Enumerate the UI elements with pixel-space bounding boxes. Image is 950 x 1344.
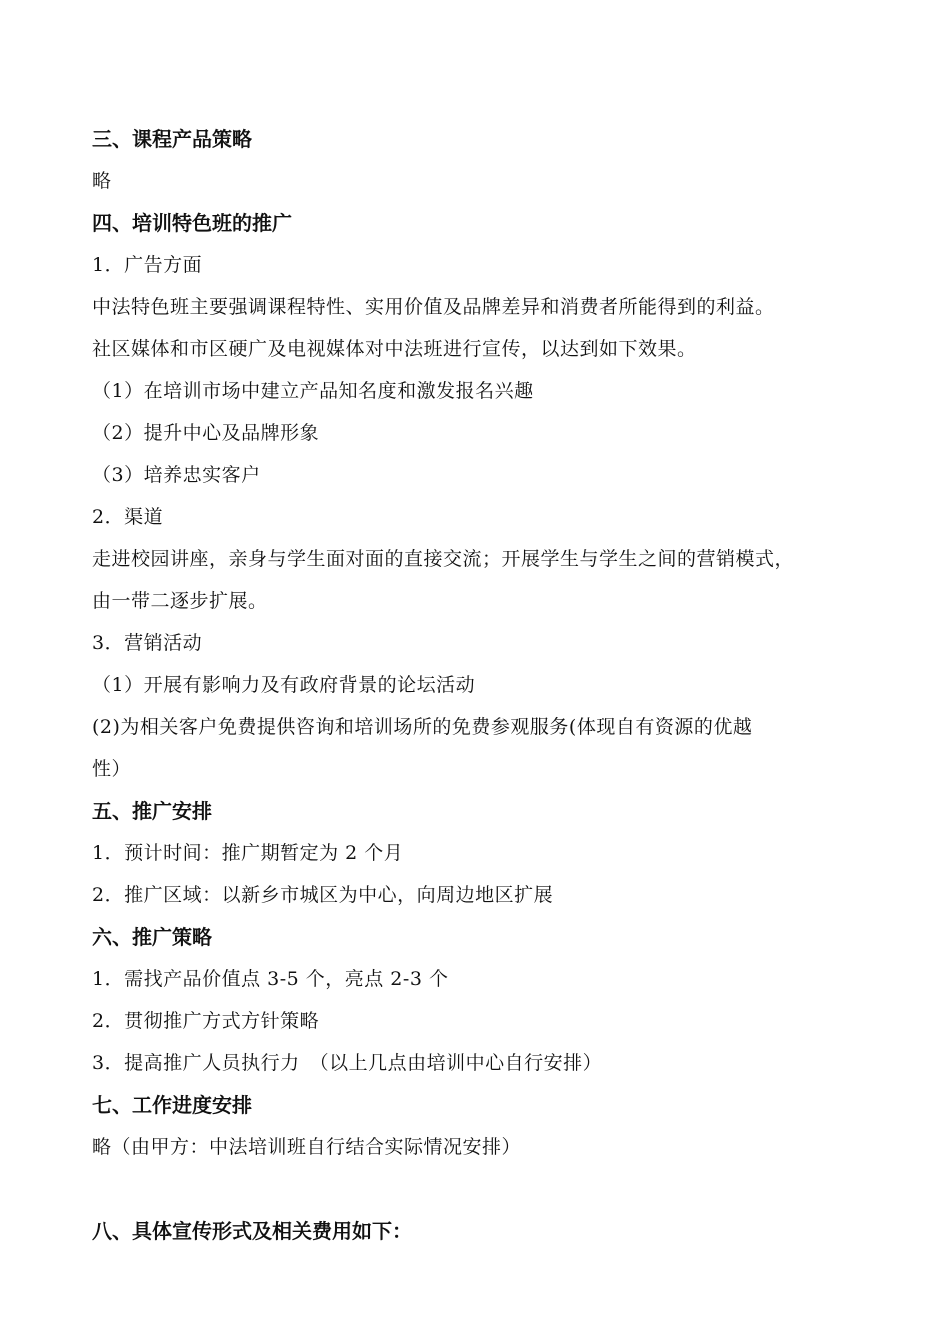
- document-page: [92, 118, 882, 1252]
- section-6-item-2: 2．贯彻推广方式方针策略: [92, 1010, 320, 1032]
- section-5-item-1: 1．预计时间：推广期暂定为 2 个月: [92, 842, 404, 864]
- section-4-2-title: 2．渠道: [92, 506, 164, 528]
- section-6-heading: 六、推广策略: [92, 925, 212, 949]
- section-4-1-item-1: （1）在培训市场中建立产品知名度和激发报名兴趣: [92, 380, 534, 402]
- section-4-2-paragraph-line-2: 由一带二逐步扩展。: [92, 590, 268, 612]
- section-4-3-item-2-line-1: (2)为相关客户免费提供咨询和培训场所的免费参观服务(体现自有资源的优越: [92, 716, 753, 738]
- section-4-1-item-3: （3）培养忠实客户: [92, 464, 261, 486]
- section-4-heading: 四、培训特色班的推广: [92, 211, 292, 235]
- section-4-3-title: 3．营销活动: [92, 632, 203, 654]
- section-4-3-item-1: （1）开展有影响力及有政府背景的论坛活动: [92, 674, 476, 696]
- section-4-1-paragraph-1: 中法特色班主要强调课程特性、实用价值及品牌差异和消费者所能得到的利益。: [92, 296, 775, 318]
- section-4-1-paragraph-2: 社区媒体和市区硬广及电视媒体对中法班进行宣传，以达到如下效果。: [92, 338, 697, 360]
- blank-line: [92, 1168, 882, 1210]
- section-6-item-3: 3．提高推广人员执行力 （以上几点由培训中心自行安排）: [92, 1052, 603, 1074]
- section-3-body: 略: [92, 170, 112, 192]
- section-4-1-item-2: （2）提升中心及品牌形象: [92, 422, 320, 444]
- section-3-heading: 三、课程产品策略: [92, 127, 252, 151]
- section-4-2-paragraph-line-1: 走进校园讲座，亲身与学生面对面的直接交流；开展学生与学生之间的营销模式，: [92, 548, 795, 570]
- section-4-1-title: 1．广告方面: [92, 254, 203, 276]
- section-4-3-item-2-line-2: 性）: [92, 758, 132, 780]
- section-5-item-2: 2．推广区域：以新乡市城区为中心，向周边地区扩展: [92, 884, 554, 906]
- section-5-heading: 五、推广安排: [92, 799, 212, 823]
- section-8-heading: 八、具体宣传形式及相关费用如下：: [92, 1219, 412, 1243]
- section-7-heading: 七、工作进度安排: [92, 1093, 252, 1117]
- section-7-body: 略（由甲方：中法培训班自行结合实际情况安排）: [92, 1136, 522, 1158]
- section-6-item-1: 1．需找产品价值点 3-5 个，亮点 2-3 个: [92, 968, 449, 990]
